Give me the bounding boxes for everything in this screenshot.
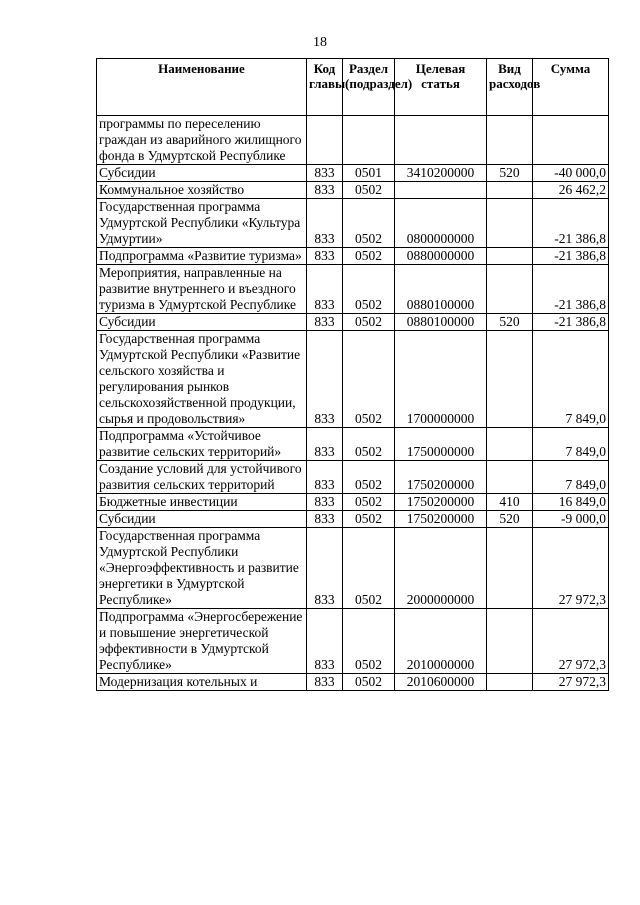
- cell-code: 833: [307, 182, 343, 199]
- cell-name: Подпрограмма «Развитие туризма»: [97, 248, 307, 265]
- cell-kind: [487, 182, 533, 199]
- cell-section: 0502: [343, 265, 395, 314]
- cell-target: 1700000000: [395, 331, 487, 428]
- cell-kind: [487, 116, 533, 165]
- table-row: [97, 494, 609, 511]
- cell-code: 833: [307, 461, 343, 494]
- table-row: [97, 116, 609, 165]
- cell-kind: [487, 265, 533, 314]
- cell-sum: -21 386,8: [533, 199, 609, 248]
- cell-kind: [487, 461, 533, 494]
- cell-code: 833: [307, 165, 343, 182]
- cell-name: Мероприятия, направленные на развитие внутреннего и въездного туризма в Удмуртской Республике: [97, 265, 307, 314]
- cell-section: 0501: [343, 165, 395, 182]
- cell-code: 833: [307, 248, 343, 265]
- cell-kind: [487, 674, 533, 691]
- table-row: [97, 165, 609, 182]
- cell-kind: [487, 199, 533, 248]
- cell-code: 833: [307, 265, 343, 314]
- cell-sum: 7 849,0: [533, 331, 609, 428]
- cell-name: Подпрограмма «Устойчивое развитие сельских территорий»: [97, 428, 307, 461]
- cell-name: Модернизация котельных и: [97, 674, 307, 691]
- cell-section: [343, 116, 395, 165]
- cell-kind: 410: [487, 494, 533, 511]
- table-row: [97, 199, 609, 248]
- table-row: [97, 182, 609, 199]
- cell-target: 2010600000: [395, 674, 487, 691]
- budget-table: [96, 58, 609, 691]
- table-row: [97, 674, 609, 691]
- table-row: [97, 248, 609, 265]
- cell-target: 2000000000: [395, 528, 487, 609]
- cell-code: 833: [307, 609, 343, 674]
- cell-target: 2010000000: [395, 609, 487, 674]
- cell-name: программы по переселению граждан из аварийного жилищного фонда в Удмуртской Республике: [97, 116, 307, 165]
- header-sum: Сумма: [533, 59, 609, 116]
- cell-name: Государственная программа Удмуртской Республики «Культура Удмуртии»: [97, 199, 307, 248]
- cell-section: 0502: [343, 428, 395, 461]
- cell-target: 1750200000: [395, 511, 487, 528]
- header-code: Код главы: [307, 59, 343, 116]
- cell-sum: 7 849,0: [533, 461, 609, 494]
- cell-name: Государственная программа Удмуртской Республики «Энергоэффективность и развитие энергетики в Удмуртской Республике»: [97, 528, 307, 609]
- cell-section: 0502: [343, 494, 395, 511]
- cell-sum: -40 000,0: [533, 165, 609, 182]
- cell-sum: 27 972,3: [533, 528, 609, 609]
- cell-code: 833: [307, 428, 343, 461]
- cell-section: 0502: [343, 511, 395, 528]
- cell-kind: [487, 528, 533, 609]
- cell-code: 833: [307, 511, 343, 528]
- cell-section: 0502: [343, 314, 395, 331]
- cell-sum: -21 386,8: [533, 265, 609, 314]
- cell-target: 1750200000: [395, 461, 487, 494]
- cell-code: 833: [307, 314, 343, 331]
- cell-sum: 7 849,0: [533, 428, 609, 461]
- table-row: [97, 511, 609, 528]
- table-header-row: [97, 59, 609, 116]
- table-row: [97, 528, 609, 609]
- cell-section: 0502: [343, 674, 395, 691]
- cell-name: Субсидии: [97, 165, 307, 182]
- cell-section: 0502: [343, 199, 395, 248]
- cell-section: 0502: [343, 528, 395, 609]
- cell-name: Создание условий для устойчивого развития сельских территорий: [97, 461, 307, 494]
- cell-section: 0502: [343, 248, 395, 265]
- header-section: Раздел (подраздел): [343, 59, 395, 116]
- cell-name: Коммунальное хозяйство: [97, 182, 307, 199]
- cell-name: Субсидии: [97, 511, 307, 528]
- cell-target: [395, 116, 487, 165]
- cell-target: 0800000000: [395, 199, 487, 248]
- cell-section: 0502: [343, 331, 395, 428]
- page-number: 18: [313, 35, 327, 50]
- cell-sum: [533, 116, 609, 165]
- cell-target: 1750000000: [395, 428, 487, 461]
- cell-name: Бюджетные инвестиции: [97, 494, 307, 511]
- cell-code: 833: [307, 199, 343, 248]
- table-row: [97, 461, 609, 494]
- cell-sum: -21 386,8: [533, 314, 609, 331]
- cell-kind: 520: [487, 165, 533, 182]
- cell-name: Субсидии: [97, 314, 307, 331]
- cell-code: 833: [307, 528, 343, 609]
- header-target: Целевая статья: [395, 59, 487, 116]
- cell-kind: [487, 609, 533, 674]
- cell-code: 833: [307, 331, 343, 428]
- cell-name: Подпрограмма «Энергосбережение и повышение энергетической эффективности в Удмуртской Республике»: [97, 609, 307, 674]
- cell-kind: 520: [487, 511, 533, 528]
- cell-section: 0502: [343, 609, 395, 674]
- table-row: [97, 609, 609, 674]
- cell-kind: [487, 331, 533, 428]
- header-kind: Вид расходов: [487, 59, 533, 116]
- cell-sum: 16 849,0: [533, 494, 609, 511]
- cell-kind: 520: [487, 314, 533, 331]
- cell-section: 0502: [343, 461, 395, 494]
- header-name: Наименование: [97, 59, 307, 116]
- cell-target: 1750200000: [395, 494, 487, 511]
- table-row: [97, 314, 609, 331]
- cell-target: [395, 182, 487, 199]
- cell-kind: [487, 248, 533, 265]
- table-row: [97, 428, 609, 461]
- cell-section: 0502: [343, 182, 395, 199]
- cell-code: 833: [307, 674, 343, 691]
- table-row: [97, 331, 609, 428]
- cell-target: 0880100000: [395, 265, 487, 314]
- cell-sum: -9 000,0: [533, 511, 609, 528]
- cell-code: [307, 116, 343, 165]
- cell-kind: [487, 428, 533, 461]
- cell-name: Государственная программа Удмуртской Республики «Развитие сельского хозяйства и регулирования рынков сельскохозяйственной продукции, сырья и продовольствия»: [97, 331, 307, 428]
- cell-sum: 27 972,3: [533, 609, 609, 674]
- cell-code: 833: [307, 494, 343, 511]
- table-row: [97, 265, 609, 314]
- cell-sum: 27 972,3: [533, 674, 609, 691]
- cell-target: 0880100000: [395, 314, 487, 331]
- cell-target: 3410200000: [395, 165, 487, 182]
- cell-sum: 26 462,2: [533, 182, 609, 199]
- cell-sum: -21 386,8: [533, 248, 609, 265]
- cell-target: 0880000000: [395, 248, 487, 265]
